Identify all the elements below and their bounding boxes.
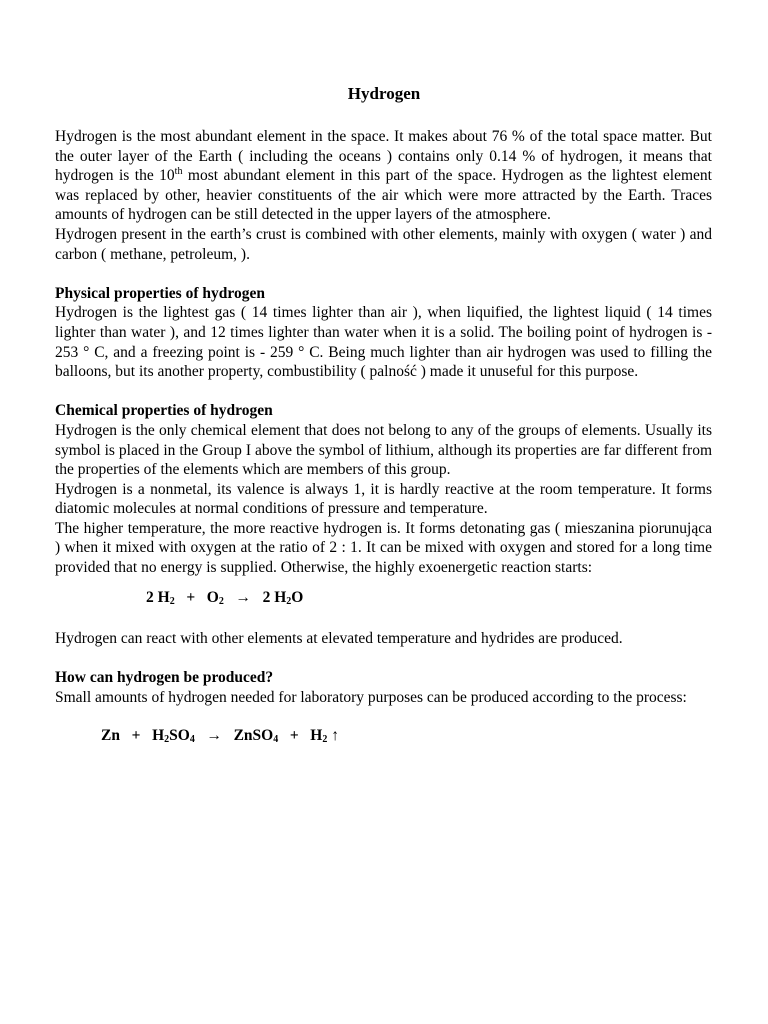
eq-reactant-zinc: Zn [101, 726, 120, 744]
ordinal-superscript: th [174, 166, 183, 178]
eq-product-water: 2 H [262, 588, 287, 606]
eq-subscript: 2 [169, 595, 175, 607]
eq-acid-part: H [152, 726, 165, 744]
zinc-acid-equation [55, 726, 712, 750]
eq-reactant-hydrogen: 2 H [146, 588, 170, 606]
intro-paragraph-2: Hydrogen present in the earth’s crust is combined with other elements, mainly with oxygen ( water ) and carbon ( methane, petroleum, ). [55, 225, 712, 263]
intro-paragraph-1 [55, 127, 712, 225]
water-formation-equation [55, 588, 712, 612]
intro-text-part-b: most abundant element in this part of the space. Hydrogen as the lightest element was replaced by other, heavier constituents of the air which were more attracted by the Earth. Traces amounts of hydrogen can be still detected in the upper layers of the atmosphere. [55, 167, 712, 224]
chemical-paragraph-3: The higher temperature, the more reactive hydrogen is. It forms detonating gas ( mieszanina piorunująca ) when it mixed with oxygen at the ratio of 2 : 1. It can be mixed with oxygen and stored for a long time provided that no energy is supplied. Otherwise, the highly exoenergetic reaction starts: [55, 519, 712, 577]
eq-plus: + [186, 588, 196, 606]
chemical-properties-heading: Chemical properties of hydrogen [55, 402, 273, 420]
production-paragraph: Small amounts of hydrogen needed for laboratory purposes can be produced according to the process: [55, 689, 687, 707]
chemical-paragraph-2: Hydrogen is a nonmetal, its valence is always 1, it is hardly reactive at the room temperature. It forms diatomic molecules at normal conditions of pressure and temperature. [55, 480, 712, 518]
spacer [55, 578, 712, 588]
eq-subscript: 2 [218, 595, 224, 607]
spacer [55, 264, 712, 284]
intro-text-part-a: Hydrogen is the most abundant element in the space. It makes about 76 % of the total space matter. But the outer layer of the Earth ( including the oceans ) contains only 0.14 % of hydrogen, it means that hydrogen is the 10 [55, 128, 712, 185]
gas-evolution-arrow-icon: ↑ [331, 726, 339, 744]
eq-product-tail: O [291, 588, 304, 606]
eq-plus: + [289, 726, 299, 744]
eq-plus: + [131, 726, 141, 744]
eq-arrow: → [235, 588, 251, 606]
eq-subscript: 2 [322, 733, 328, 745]
spacer [55, 611, 712, 629]
chemical-paragraph-4: Hydrogen can react with other elements at elevated temperature and hydrides are produced. [55, 630, 623, 648]
eq-subscript: 4 [273, 733, 279, 745]
physical-properties-paragraph: Hydrogen is the lightest gas ( 14 times lighter than air ), when liquified, the lightest liquid ( 14 times lighter than water ), and 12 times lighter than water when it is a solid. The boiling point of hydrogen is - 253 ° C, and a freezing point is - 259 ° C. Being much lighter than air hydrogen was used to filling the balloons, but its another property, combustibility ( palność ) made it unuseful for this purpose. [55, 304, 712, 381]
eq-subscript: 2 [286, 595, 292, 607]
eq-product-salt: ZnSO [233, 726, 274, 744]
physical-properties-heading: Physical properties of hydrogen [55, 284, 265, 302]
eq-subscript: 4 [189, 733, 195, 745]
eq-subscript: 2 [164, 733, 170, 745]
spacer [55, 708, 712, 726]
eq-acid-part: SO [169, 726, 190, 744]
eq-product-hydrogen: H [310, 726, 323, 744]
spacer [55, 382, 712, 402]
document-title: Hydrogen [347, 84, 421, 103]
eq-reactant-oxygen: O [206, 588, 219, 606]
document-body [55, 127, 712, 749]
eq-arrow: → [206, 726, 222, 744]
production-heading: How can hydrogen be produced? [55, 669, 274, 687]
chemical-paragraph-1: Hydrogen is the only chemical element that does not belong to any of the groups of elements. Usually its symbol is placed in the Group I above the symbol of lithium, although its properties are far different from the properties of the elements which are members of this group. [55, 421, 712, 479]
spacer [55, 649, 712, 669]
